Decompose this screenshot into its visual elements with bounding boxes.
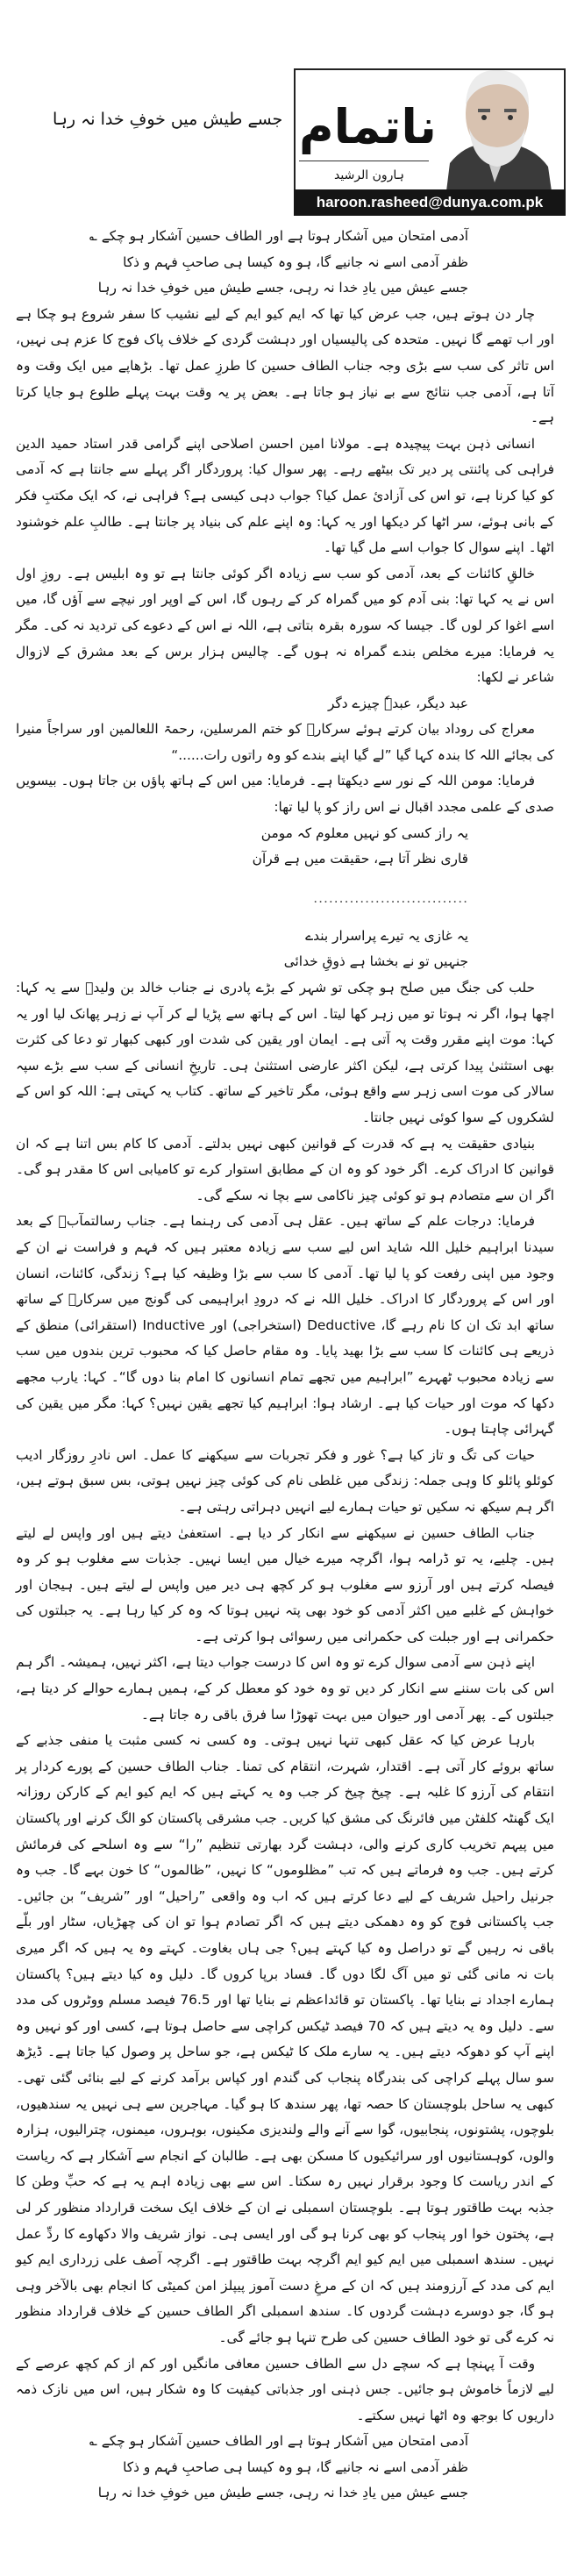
closing-verse xyxy=(16,2429,554,2507)
paragraph: حیات کی تگ و تاز کیا ہے؟ غور و فکر تجربات سے سیکھنے کا عمل۔ اس نادرِ روزگار ادیب کوئلو پائلو کا وہی جملہ: زندگی میں غلطی نام کی کوئی چیز نہیں ہوتی، بس سبق ہوتے ہیں، اگر ہم سیکھ نہ سکیں تو حیات ہمارے لیے انہیں دہراتی رہتی ہے۔ xyxy=(16,1446,554,1515)
paragraph: چار دن ہوتے ہیں، جب عرض کیا تھا کہ ایم کیو ایم کے لیے نشیب کا سفر شروع ہو چکا ہے اور اب تھمے گا نہیں۔ متحدہ کی پالیسیاں اور دہشت گردی کے خلاف پاک فوج کا عزم ہی نہیں، اس تاثر کی سب سے بڑی وجہ جناب الطاف حسین کا طرزِ عمل تھا۔ بڑھاپے میں ایک وقت وہ آتا ہے، آدمی جب نتائج سے بے نیاز ہو جاتا ہے۔ بعض پر یہ وقت بہت پہلے طلوع ہو جایا کرتا ہے۔ xyxy=(16,305,554,426)
article-body xyxy=(16,224,554,2507)
paragraph: وقت آ پہنچا ہے کہ سچے دل سے الطاف حسین معافی مانگیں اور کم از کم کچھ عرصے کے لیے لازماً خاموش ہو جائیں۔ جس ذہنی اور جذباتی کیفیت کا وہ شکار ہیں، اس میں نازک ذمہ داریوں کا بوجھ وہ اٹھا نہیں سکتے۔ xyxy=(16,2355,554,2423)
article-headline: جسے طیش میں خوفِ خدا نہ رہا xyxy=(53,110,283,129)
iqbal-verse xyxy=(16,821,554,873)
author-photo xyxy=(429,68,560,191)
verse-line: قاری نظر آتا ہے، حقیقت میں ہے قرآن xyxy=(252,851,468,867)
verse-line: یہ راز کسی کو نہیں معلوم کہ مومن xyxy=(260,824,468,841)
paragraph: حلب کی جنگ میں صلح ہو چکی تو شہر کے بڑے پادری نے جناب خالد بن ولیدؓ سے یہ کہا: اچھا ہوا، اگر نہ ہوتا تو میں زہر کھا لیتا۔ اس کے ہاتھ سے پڑیا لے کر آپ نے زہر پھانک لیا اور یہ کہا: موت اپنے مقرر وقت پہ آتی ہے۔ ایمان اور یقین کی شدت اور کبھی کبھار تو دعا کی کثرت بھی استثنیٰ پیدا کرتی ہے، لیکن اکثر عارضی استثنیٰ ہی۔ تاریخِ انسانی کے سب سے بڑے سپہ سالار کی موت اسی زہر سے واقع ہوئی، مگر تاخیر کے ساتھ۔ کتاب یہ کہتی ہے: اللہ کو اس کے لشکروں کے سوا کوئی نہیں جانتا۔ xyxy=(16,980,554,1125)
verse-line: جنہیں تو نے بخشا ہے ذوقِ خدائی xyxy=(283,953,468,970)
paragraph: انسانی ذہن بہت پیچیدہ ہے۔ مولانا امین احسن اصلاحی اپنے گرامی قدر استاد حمید الدین فراہی کی پائنتی پر دیر تک بیٹھے رہے۔ پھر سوال کیا: پروردگار اگر پہلے سے جانتا ہے کہ آدمی کو کیا کرنا ہے، تو اس کی آزادیٔ عمل کیا؟ جواب دہی کیسی ہے؟ فراہی نے، کہ ایک مکتبِ فکر کے بانی ہوئے، سر اٹھا کر دیکھا اور یہ کہا: وہ اپنے علم کی بنیاد پر جانتا ہے۔ طالبِ علم خوشنود اٹھا۔ اپنے سوال کا جواب اسے مل گیا تھا۔ xyxy=(16,435,554,556)
byline-box xyxy=(294,60,564,221)
ghazi-verse xyxy=(16,924,554,975)
author-email: haroon.rasheed@dunya.com.pk xyxy=(294,189,566,216)
paragraph: جناب الطاف حسین نے سیکھنے سے انکار کر دیا ہے۔ استعفیٰ دیتے ہیں اور واپس لے لیتے ہیں۔ چلیے، یہ تو ڈرامہ ہوا، اگرچہ میرے خیال میں ایسا نہیں۔ جذبات سے مغلوب ہو کر وہ فیصلہ کرتے ہیں اور آرزو سے مغلوب ہو کر کچھ ہی دیر میں واپس لے لیتے ہیں۔ ہیجان اور خواہش کے غلبے میں اکثر آدمی کو خود بھی پتہ نہیں ہوتا کہ وہ کر کیا رہا ہے۔ یہ جبلتوں کی حکمرانی ہے اور جبلت کی حکمرانی میں رسوائی ہوا کرتی ہے۔ xyxy=(16,1524,554,1645)
verse-line: عبد دیگر، عبدہٗ چیزے دگر xyxy=(327,695,468,711)
verse-line: ظفر آدمی اسے نہ جانیے گا، ہو وہ کیسا ہی صاحبِ فہم و ذکا xyxy=(123,253,468,270)
verse-line: آدمی امتحان میں آشکار ہوتا ہے اور الطاف حسین آشکار ہو چکے ؎ xyxy=(89,228,468,244)
paragraph: بارہا عرض کیا کہ عقل کبھی تنہا نہیں ہوتی۔ وہ کسی نہ کسی مثبت یا منفی جذبے کے ساتھ بروئے کار آتی ہے۔ اقتدار، شہرت، انتقام کی تمنا۔ جناب الطاف حسین کے پورے کردار پر انتقام کی آرزو کا غلبہ ہے۔ چیخ چیخ کر جب وہ یہ کہتے ہیں کہ ایم کیو ایم کے کارکن روزانہ ایک گھنٹہ کلفٹن میں فائرنگ کی مشق کیا کریں۔ جب مشرقی پاکستان کو الگ کرنے اور پاکستان میں پیہم تخریب کاری کرنے والی، دہشت گرد بھارتی تنظیم ”را“ سے وہ اسلحے کی فرمائش کرتے ہیں۔ جب وہ فرماتے ہیں کہ تب ”مظلوموں“ کا نہیں، ”ظالموں“ کا خون بہے گا۔ جب وہ جرنیل راحیل شریف کے لیے دعا کرتے ہیں کہ اب وہ واقعی ”راحیل“ اور ”شریف“ بن جائیں۔ جب پاکستانی فوج کو وہ دھمکی دیتے ہیں کہ اگر تصادم ہوا تو ان کی چھڑیاں، سٹار اور بلّے باقی نہ رہیں گے تو دراصل وہ کیا کہتے ہیں؟ جی ہاں بغاوت۔ کہتے وہ یہ ہیں کہ اگر میری بات نہ مانی گئی تو میں آگ لگا دوں گا۔ فساد برپا کروں گا۔ دلیل وہ کیا دیتے ہیں؟ پاکستان ہمارے اجداد نے بنایا تھا۔ پاکستان تو قائداعظم نے بنایا تھا اور 76.5 فیصد مسلم ووٹروں کی مدد سے۔ دلیل وہ یہ دیتے ہیں کہ 70 فیصد ٹیکس کراچی سے حاصل ہوتا ہے، کسی اور کو نہیں وہ اپنے آپ کو دھوکہ دیتے ہیں۔ یہ سارے ملک کا ٹیکس ہے، جو ساحل پر وصول کیا جاتا ہے۔ ڈیڑھ سو سال پہلے کراچی کی بندرگاہ پنجاب کی گندم اور کپاس برآمد کرنے کے لیے بنائی گئی تھی۔ کبھی یہ ساحل بلوچستان کا حصہ تھا، پھر سندھ کا ہو گیا۔ مہاجرین سے ہی نہیں یہ سندھیوں، بلوچوں، پشتونوں، پنجابیوں، گوا سے آنے والے ولندیزی مکینوں، بوہروں، میمنوں، چترالیوں، ہزارہ والوں، کوہستانیوں اور سرائیکیوں کا مسکن بھی ہے۔ طالبان کے انجام سے آشکار ہے کہ ریاست کے اندر ریاست کا وجود برقرار نہیں رہ سکتا۔ اس سے بھی زیادہ اہم یہ ہے کہ حبِّ وطن کا جذبہ بہت طاقتور ہوتا ہے۔ بلوچستان اسمبلی نے ان کے خلاف ایک سخت قرارداد منظور کر لی ہے، پختون خوا اور پنجاب کو بھی کرنا ہو گی اور ایسی ہی۔ نواز شریف والا دکھاوے کا ردِّ عمل نہیں۔ سندھ اسمبلی میں ایم کیو ایم اگرچہ بہت طاقتور ہے۔ اگرچہ آصف علی زرداری ایم کیو ایم کی مدد کے آرزومند ہیں کہ ان کے مرغِ دست آموز پیپلز امن کمیٹی کا انجام بھی بالآخر وہی ہو گا، جو دوسرے دہشت گردوں کا۔ سندھ اسمبلی اگر الطاف حسین کے خلاف قرارداد منظور نہ کرے گی تو خود الطاف حسین کی طرح تنہا ہو جائے گی۔ xyxy=(16,1732,554,2345)
verse-line: جسے عیش میں یادِ خدا نہ رہی، جسے طیش میں خوفِ خدا نہ رہا xyxy=(97,280,468,296)
quote-verse xyxy=(16,691,554,717)
verse-line: یہ غازی یہ تیرے پراسرار بندے xyxy=(305,927,468,944)
opening-verse xyxy=(16,224,554,302)
verse-line: جسے عیش میں یادِ خدا نہ رہی، جسے طیش میں خوفِ خدا نہ رہا xyxy=(97,2485,468,2501)
author-name: ہارون الرشید xyxy=(334,168,404,182)
column-name: ناتمام xyxy=(299,99,437,154)
paragraph: بنیادی حقیقت یہ ہے کہ قدرت کے قوانین کبھی نہیں بدلتے۔ آدمی کا کام بس اتنا ہے کہ ان قوانین کا ادراک کرے۔ اگر خود کو وہ ان کے مطابق استوار کرے تو کامیابی اس کا مقدر ہو گی۔ اگر ان سے متصادم ہو تو کوئی چیز ناکامی سے بچا نہ سکے گی۔ xyxy=(16,1135,554,1203)
paragraph: فرمایا: درجات علم کے ساتھ ہیں۔ عقل ہی آدمی کی رہنما ہے۔ جناب رسالتمآبؐ کے بعد سیدنا ابراہیم خلیل اللہ شاید اس لیے سب سے زیادہ معتبر ہیں کہ فہم و فراست نے ان کے وجود میں اپنی رفعت کو پا لیا تھا۔ آدمی کا سب سے بڑا وظیفہ کیا ہے؟ زندگی، کائنات، انسان اور اس کے پروردگار کا ادراک۔ خلیل اللہ نے کہ درودِ ابراہیمی کی گونج میں سرکارؐ کے ساتھ ساتھ ابد تک ان کا نام رہے گا، Deductive (استخراجی) اور Inductive (استقرائی) منطق کے ذریعے ہی کائنات کا سب سے بڑا بھید پایا۔ وہ مقام حاصل کیا کہ محبوب ترین بندوں میں سب سے زیادہ محبوب ٹھہرے ”ابراہیم میں تجھے تمام انسانوں کا امام بنا دوں گا“۔ کہا: یارب مجھے دکھا کہ موت اور حیات کیا ہے۔ ارشاد ہوا: ابراہیم کیا تجھے یقین نہیں؟ کہا: مگر میں یقین کی گہرائی چاہتا ہوں۔ xyxy=(16,1213,555,1438)
photo-frame xyxy=(294,68,566,191)
verse-line: ظفر آدمی اسے نہ جانیے گا، ہو وہ کیسا ہی صاحبِ فہم و ذکا xyxy=(123,2458,468,2475)
paragraph: فرمایا: مومن اللہ کے نور سے دیکھتا ہے۔ فرمایا: میں اس کے ہاتھ پاؤں بن جاتا ہوں۔ بیسویں صدی کے علمی مجدد اقبال نے اس راز کو پا لیا تھا: xyxy=(16,773,554,816)
paragraph: معراج کی روداد بیان کرتے ہوئے سرکارؐ کو ختم المرسلین، رحمۃ اللعالمین اور سراجاً منیرا کی بجائے اللہ کا بندہ کہا گیا ”لے گیا اپنے بندے کو وہ راتوں رات......“ xyxy=(16,721,554,763)
paragraph: اپنے ذہن سے آدمی سوال کرے تو وہ اس کا درست جواب دیتا ہے، اکثر نہیں، ہمیشہ۔ اگر ہم اس کی بات سننے سے انکار کر دیں تو وہ خود کو معطل کر کے، ہمیں ہمارے حوالے کر دیتا ہے، جبلتوں کے۔ پھر آدمی اور حیوان میں بہت تھوڑا سا فرق باقی رہ جاتا ہے۔ xyxy=(16,1654,554,1723)
column-header xyxy=(0,53,570,211)
verse-line: آدمی امتحان میں آشکار ہوتا ہے اور الطاف حسین آشکار ہو چکے ؎ xyxy=(89,2433,468,2450)
paragraph: خالقِ کائنات کے بعد، آدمی کو سب سے زیادہ اگر کوئی جانتا ہے تو وہ ابلیس ہے۔ روزِ اول اس نے یہ کہا تھا: بنی آدم کو میں گمراہ کر کے رہوں گا، اس کے اوپر اور نیچے سے آؤں گا، میں اسے اغوا کر لوں گا۔ جیسا کہ سورہ بقرہ بتاتی ہے، اللہ نے اس کے دعوے کی تردید نہ کی۔ مگر یہ فرمایا: میرے مخلص بندے گمراہ نہ ہوں گے۔ چالیس ہزار برس کے بعد مشرق کے لازوال شاعر نے لکھا: xyxy=(16,565,554,686)
section-separator: .............................. xyxy=(313,889,468,906)
